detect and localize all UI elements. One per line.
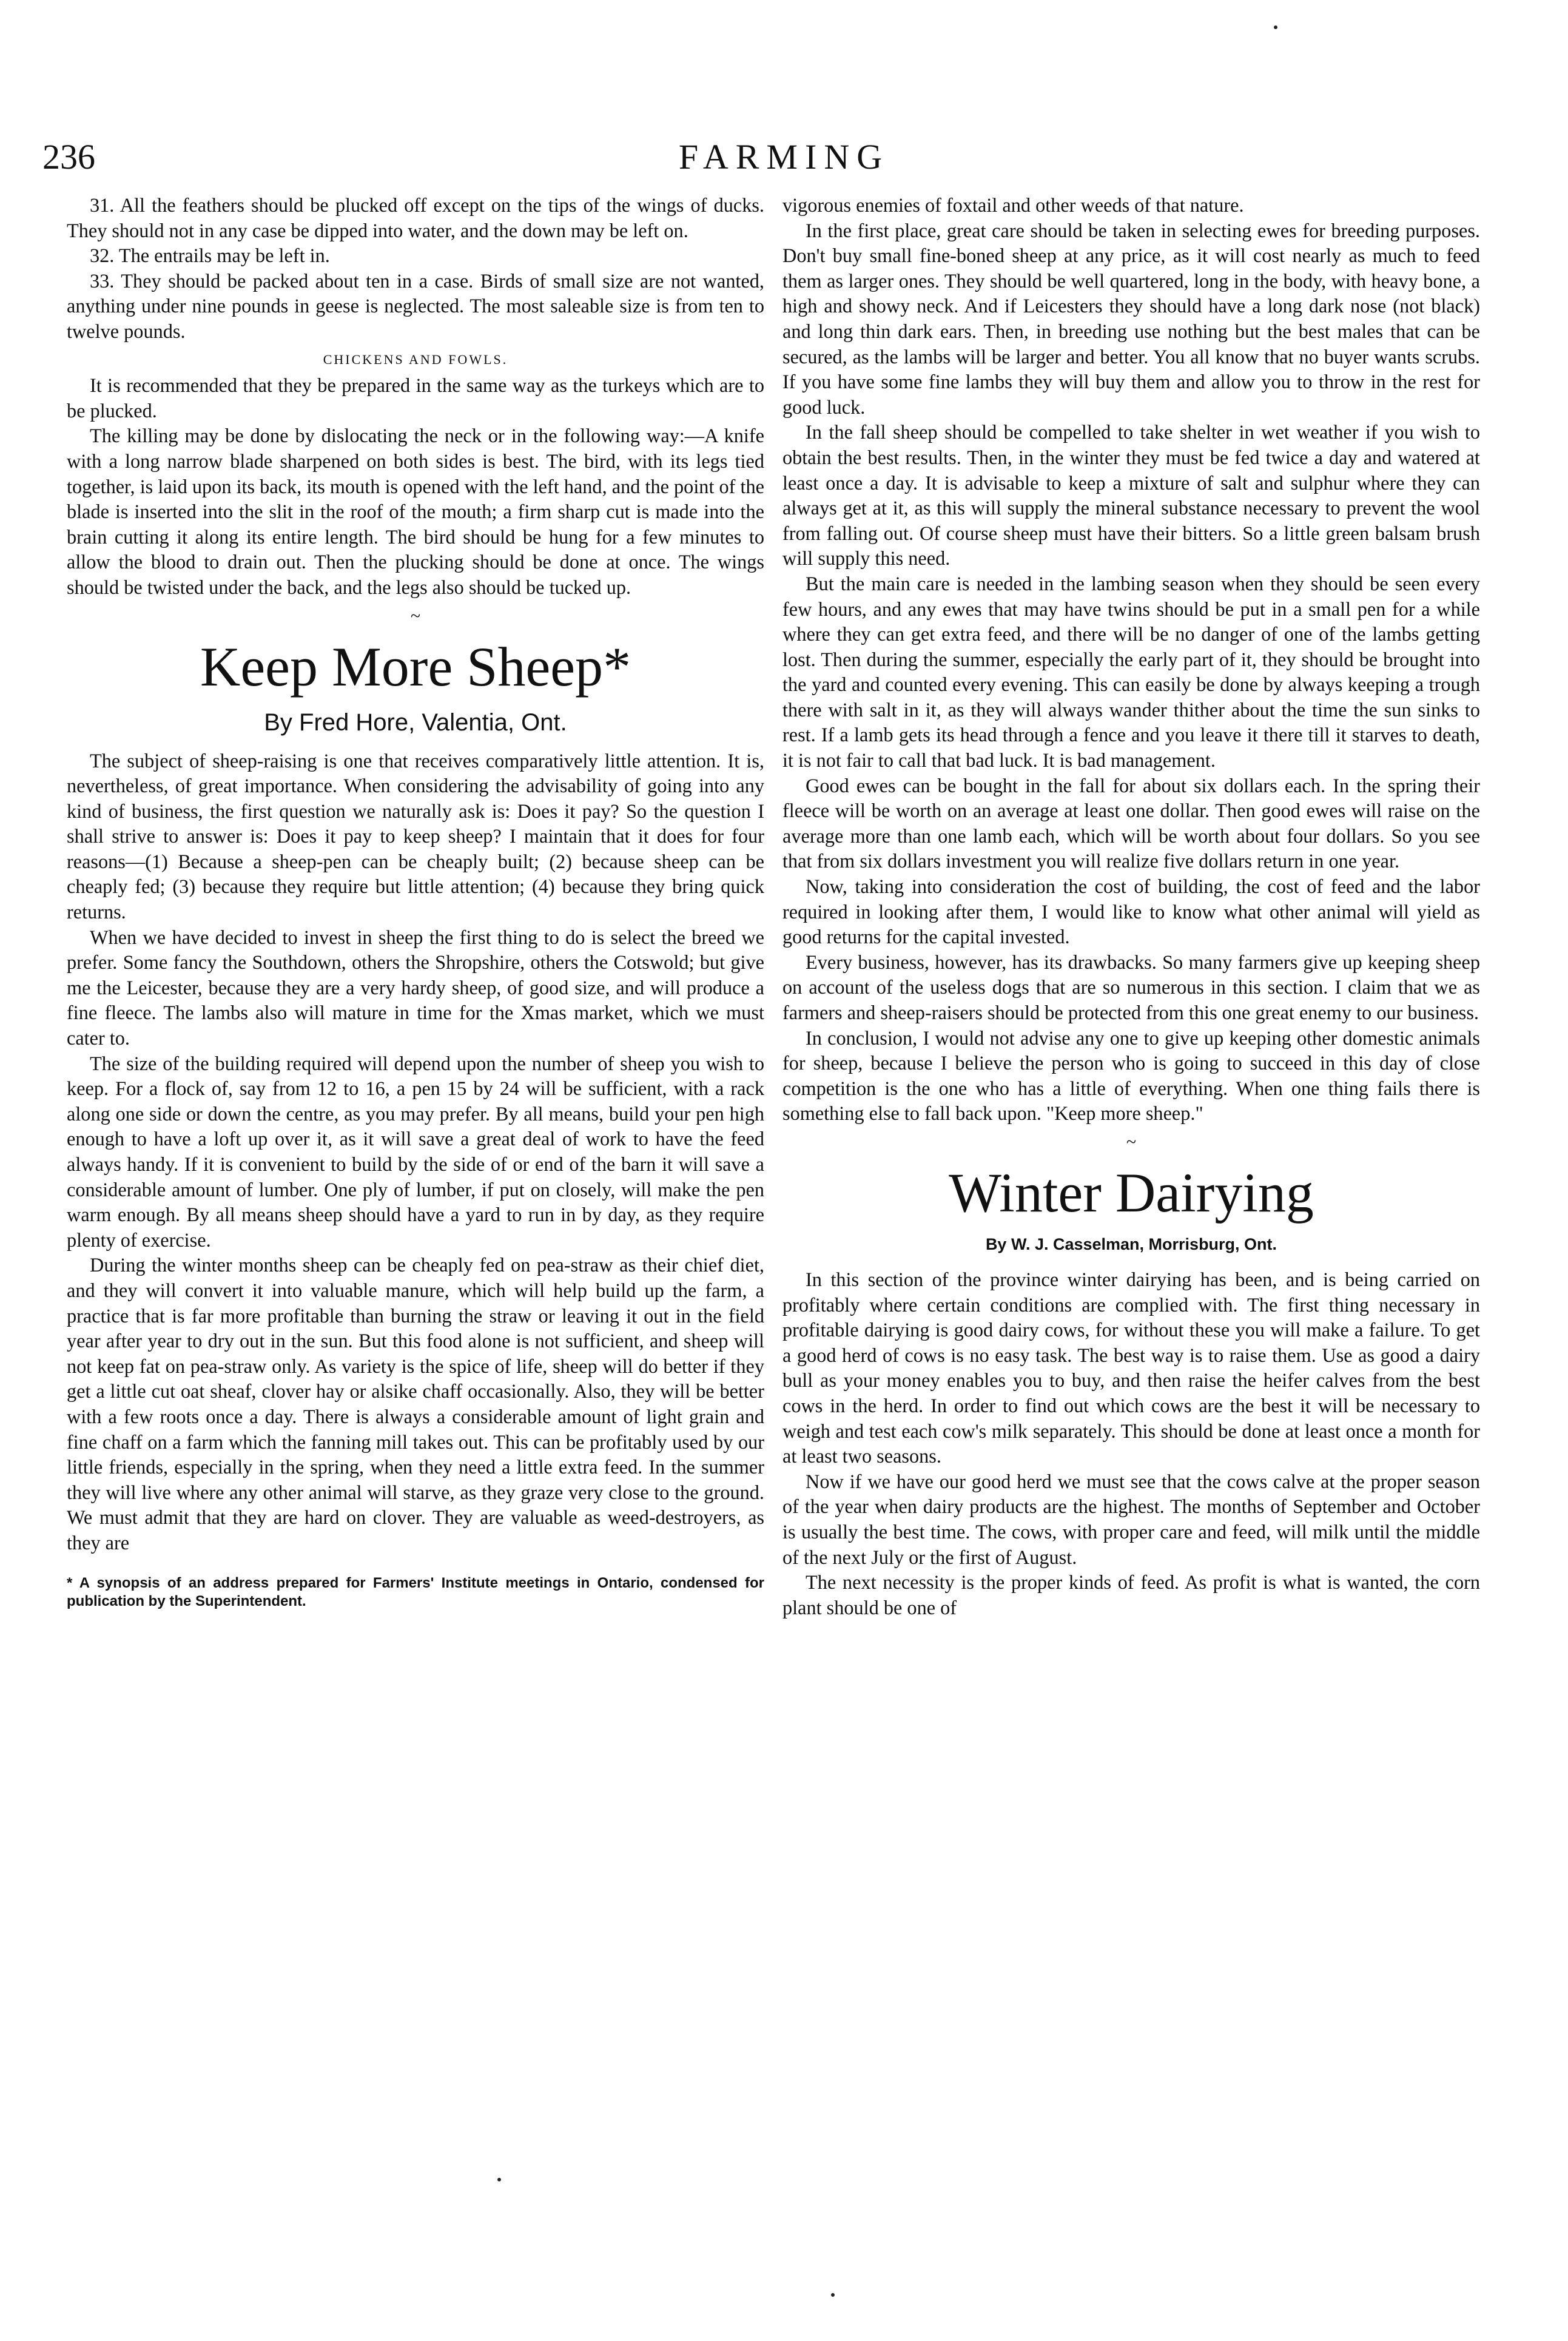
paragraph: 33. They should be packed about ten in a case. Birds of small size are not wanted, anything under nine pounds in geese is neglected. The most saleable size is from ten to twelve pounds. [67,269,764,342]
paragraph: Now, taking into consideration the cost of building, the cost of feed and the labor required in looking after them, I would like to know what other animal will yield as good returns for the capital invested. [782,875,1480,948]
paragraph: In the fall sheep should be compelled to take shelter in wet weather if you wish to obtain the best results. Then, in the winter they must be fed twice a day and watered at least once a day. It is advisable to keep a mixture of salt and sulphur where they can always get at it, as this will supply the mineral substance necessary to prevent the wool from falling out. Of course sheep must have their bitters. So a little green balsam brush will supply this need. [782,421,1480,570]
paragraph: The subject of sheep-raising is one that receives comparatively little attention. It is, nevertheless, of great importance. When considering the advisability of going into any kind of business, the first question we naturally ask is: Does it pay? So the question I shall strive to answer is: Does it pay to keep sheep? I maintain that it does for four reasons—(1) Because a sheep-pen can be cheaply built; (2) because sheep can be cheaply fed; (3) because they require but little attention; (4) because they bring quick returns. [67,749,764,923]
article-title: Keep More Sheep* [200,635,631,698]
right-column [782,193,1480,1620]
paragraph: 32. The entrails may be left in. [90,244,330,267]
ink-speck [1274,25,1277,29]
paragraph: The next necessity is the proper kinds of feed. As profit is what is wanted, the corn plant should be one of [782,1571,1480,1618]
paragraph: During the winter months sheep can be cheaply fed on pea-straw as their chief diet, and they will convert it into valuable manure, which will help build up the farm, a practice that is far more profitable than burning the straw or leaving it out in the field year after year to dry out in the sun. But this food alone is not sufficient, and sheep will not keep fat on pea-straw only. As variety is the spice of life, sheep will do better if they get a little cut oat sheaf, clover hay or alsike chaff occasionally. Also, they will be better with a few roots once a day. There is always a considerable amount of light grain and fine chaff on a farm which the fanning mill takes out. This can be profitably used by our little friends, especially in the spring, when they need a little extra feed. In the summer they will live where any other animal will starve, as they graze very close to the ground. We must admit that they are hard on clover. They are valuable as weed-destroyers, as they are [67,1254,764,1554]
ink-speck [497,2178,501,2181]
paragraph: But the main care is needed in the lambing season when they should be seen every few hours, and any ewes that may have twins should be put in a small pen for a while where they can get extra feed, and there will be no danger of one of the lambs getting lost. Then during the summer, especially the early part of it, they should be brought into the yard and counted every evening. This can easily be done by always keeping a trough there with salt in it, as they will always wander thither about the time the sun sinks to rest. If a lamb gets its head through a fence and you leave it there till it starves to death, it is not fair to call that bad luck. It is bad management. [782,572,1480,772]
paragraph: Now if we have our good herd we must see that the cows calve at the proper season of the year when dairy products are the highest. The months of September and October is usually the best time. The cows, with proper care and feed, will milk until the middle of the next July or the first of August. [782,1470,1480,1568]
paragraph: Good ewes can be bought in the fall for about six dollars each. In the spring their fleece will be worth on an average at least one dollar. Then good ewes will raise on the average more than one lamb each, which will be worth about four dollars. So you see that from six dollars investment you will realize five dollars return in one year. [782,774,1480,872]
page-header [42,136,1526,185]
article-title: Winter Dairying [949,1161,1314,1224]
article-byline: By Fred Hore, Valentia, Ont. [264,709,567,736]
paragraph: The killing may be done by dislocating the neck or in the following way:—A knife with a long narrow blade sharpened on both sides is best. The bird, with its legs tied together, is laid upon its back, its mouth is opened with the left hand, and the point of the blade is inserted into the slit in the roof of the mouth; a firm sharp cut is made into the brain cutting it along its entire length. The bird should be hung for a few minutes to allow the blood to drain out. Then the plucking should be done at once. The wings should be twisted under the back, and the legs also should be tucked up. [67,425,764,598]
paragraph: vigorous enemies of foxtail and other weeds of that nature. [782,194,1244,216]
ornament-icon: ~ [410,605,421,626]
paragraph: In conclusion, I would not advise any one to give up keeping other domestic animals for sheep, because I believe the person who is going to succeed in this day of close competition is the one who has a little of everything. When one thing fails there is something else to fall back upon. "Keep more sheep." [782,1026,1480,1125]
section-subheading: CHICKENS AND FOWLS. [323,351,508,367]
page-number: 236 [42,137,95,177]
ink-speck [831,2293,835,2297]
article-byline: By W. J. Casselman, Morrisburg, Ont. [985,1234,1277,1253]
running-head: FARMING [678,137,890,177]
paragraph: It is recommended that they be prepared in the same way as the turkeys which are to be plucked. [67,374,764,422]
ornament-icon: ~ [1126,1131,1137,1152]
paragraph: In the first place, great care should be taken in selecting ewes for breeding purposes. Don't buy small fine-boned sheep at any price, as it will cost nearly as much to feed them as larger ones. They should be well quartered, long in the body, with heavy bone, a high and showy neck. And if Leicesters they should have a long dark nose (not black) and long thin dark ears. Then, in breeding use nothing but the best males that can be secured, as the lambs will be larger and better. You all know that no buyer wants scrubs. If you have some fine lambs they will buy them and allow you to throw in the rest for good luck. [782,219,1480,418]
paragraph: Every business, however, has its drawbacks. So many farmers give up keeping sheep on account of the useless dogs that are so numerous in this section. I claim that we as farmers and sheep-raisers should be protected from this one great enemy to our business. [782,951,1480,1023]
paragraph: 31. All the feathers should be plucked off except on the tips of the wings of ducks. They should not in any case be dipped into water, and the down may be left on. [67,194,764,241]
paragraph: The size of the building required will depend upon the number of sheep you wish to keep. For a flock of, say from 12 to 16, a pen 15 by 24 will be sufficient, with a rack along one side or down the centre, as you may prefer. By all means, build your pen high enough to have a loft up over it, as it will save a great deal of work to have the feed always handy. If it is convenient to build by the side of or end of the barn it will save a considerable amount of lumber. One ply of lumber, if put on closely, will make the pen warm enough. By all means sheep should have a yard to run in by day, as they require plenty of exercise. [67,1052,764,1251]
footnote: * A synopsis of an address prepared for Farmers' Institute meetings in Ontario, condensed for publication by the Superintendent. [67,1574,764,1609]
paragraph: When we have decided to invest in sheep the first thing to do is select the breed we prefer. Some fancy the Southdown, others the Shropshire, others the Cotswold; but give me the Leicester, because they are a very hardy sheep, of good size, and will produce a fine fleece. The lambs also will mature in time for the Xmas market, which we must cater to. [67,926,764,1049]
paragraph: In this section of the province winter dairying has been, and is being carried on profitably where certain conditions are complied with. The first thing necessary in profitable dairying is good dairy cows, for without these you will make a failure. To get a good herd of cows is no easy task. The best way is to raise them. Use as good a dairy bull as your money enables you to buy, and then raise the heifer calves from the best cows in the herd. In order to find out which cows are the best it will be necessary to weigh and test each cow's milk separately. This should be done at least once a month for at least two seasons. [782,1268,1480,1467]
left-column [67,193,764,1611]
